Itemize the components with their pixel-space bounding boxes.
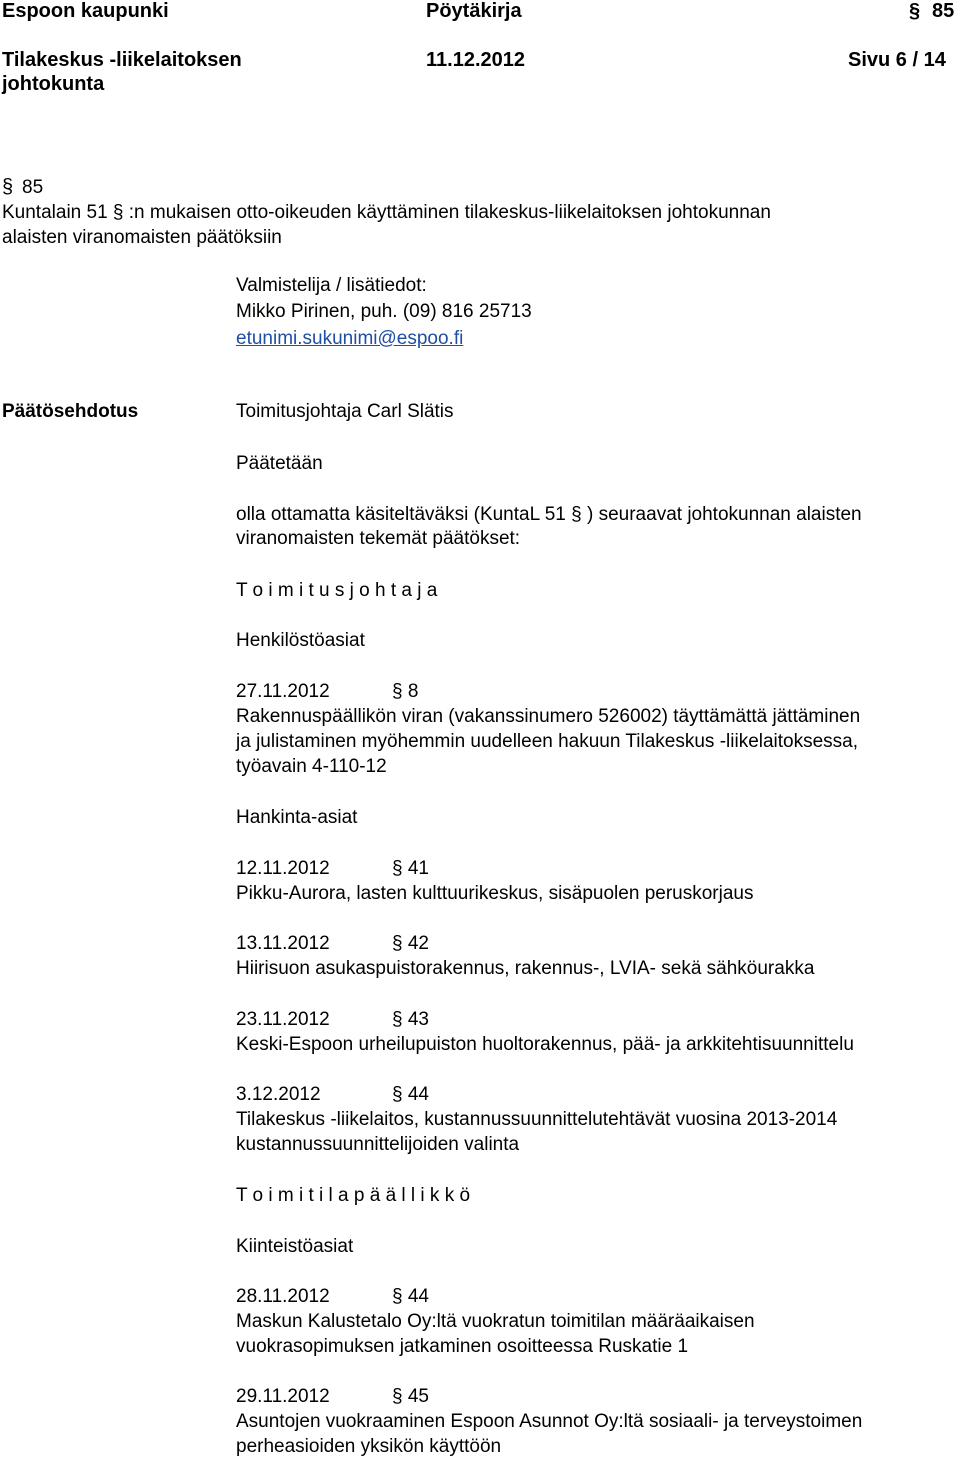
decision-text: Rakennuspäällikön viran (vakanssinumero 526002) täyttämättä jättäminen [236,706,861,727]
decision-number: § 42 [392,933,429,954]
item-number: 85 [22,177,44,198]
decision-date: 13.11.2012 [236,933,330,954]
category-heading: Kiinteistöasiat [236,1236,354,1257]
decision-text: kustannussuunnittelijoiden valinta [236,1134,520,1155]
official-heading: T o i m i t i l a p ä ä l l i k k ö [236,1185,471,1206]
official-heading: T o i m i t u s j o h t a j a [236,580,438,601]
category-heading: Hankinta-asiat [236,807,358,828]
decision-text: Maskun Kalustetalo Oy:ltä vuokratun toimitilan määräaikaisen [236,1311,755,1332]
proposal-label: Päätösehdotus [2,401,139,422]
item-title-line2: alaisten viranomaisten päätöksiin [2,227,282,248]
decision-text: ja julistaminen myöhemmin uudelleen hakuun Tilakeskus -liikelaitoksessa, [236,731,859,752]
decision-number: § 44 [392,1286,429,1307]
decision-date: 29.11.2012 [236,1386,330,1407]
decision-number: § 45 [392,1386,429,1407]
decision-number: § 43 [392,1009,429,1030]
preparer-email-link[interactable]: etunimi.sukunimi@espoo.fi [236,328,464,349]
decision-number: § 8 [392,681,419,702]
header-doc-type: Pöytäkirja [426,0,522,22]
decision-text: Tilakeskus -liikelaitos, kustannussuunnittelutehtävät vuosina 2013-2014 [236,1109,838,1130]
category-heading: Henkilöstöasiat [236,630,365,651]
decision-text: Asuntojen vuokraaminen Espoon Asunnot Oy:ltä sosiaali- ja terveystoimen [236,1411,863,1432]
header-section-symbol: § [909,0,921,22]
decision-date: 27.11.2012 [236,681,330,702]
item-title-line1: Kuntalain 51 § :n mukaisen otto-oikeuden käyttäminen tilakeskus-liikelaitoksen johtokunnan [2,202,771,223]
decision-text: Hiirisuon asukaspuistorakennus, rakennus-, LVIA- sekä sähköurakka [236,958,815,979]
decision-date: 3.12.2012 [236,1084,321,1105]
proposal-proposer: Toimitusjohtaja Carl Slätis [236,401,454,422]
header-org: Espoon kaupunki [2,0,169,22]
proposal-decided: Päätetään [236,453,323,474]
decision-text: Keski-Espoon urheilupuiston huoltorakennus, pää- ja arkkitehtisuunnittelu [236,1034,854,1055]
decision-text: vuokrasopimuksen jatkaminen osoitteessa Ruskatie 1 [236,1336,689,1357]
header-body-line2: johtokunta [2,73,105,95]
preparer-label: Valmistelija / lisätiedot: [236,275,427,296]
decision-date: 23.11.2012 [236,1009,330,1030]
proposal-intro-line1: olla ottamatta käsiteltäväksi (KuntaL 51 § ) seuraavat johtokunnan alaisten [236,504,862,525]
preparer-contact: Mikko Pirinen, puh. (09) 816 25713 [236,301,532,322]
proposal-intro-line2: viranomaisten tekemät päätökset: [236,528,521,549]
decision-text: Pikku-Aurora, lasten kulttuurikeskus, sisäpuolen peruskorjaus [236,883,754,904]
decision-text: perheasioiden yksikön käyttöön [236,1436,502,1457]
header-page: Sivu 6 / 14 [848,49,946,71]
decision-date: 12.11.2012 [236,858,330,879]
decision-number: § 44 [392,1084,429,1105]
item-section-symbol: § [2,176,14,198]
header-body-line1: Tilakeskus -liikelaitoksen [2,49,242,71]
decision-number: § 41 [392,858,429,879]
decision-text: työavain 4-110-12 [236,756,387,777]
header-date: 11.12.2012 [426,49,525,71]
decision-date: 28.11.2012 [236,1286,330,1307]
header-number: 85 [932,0,955,22]
